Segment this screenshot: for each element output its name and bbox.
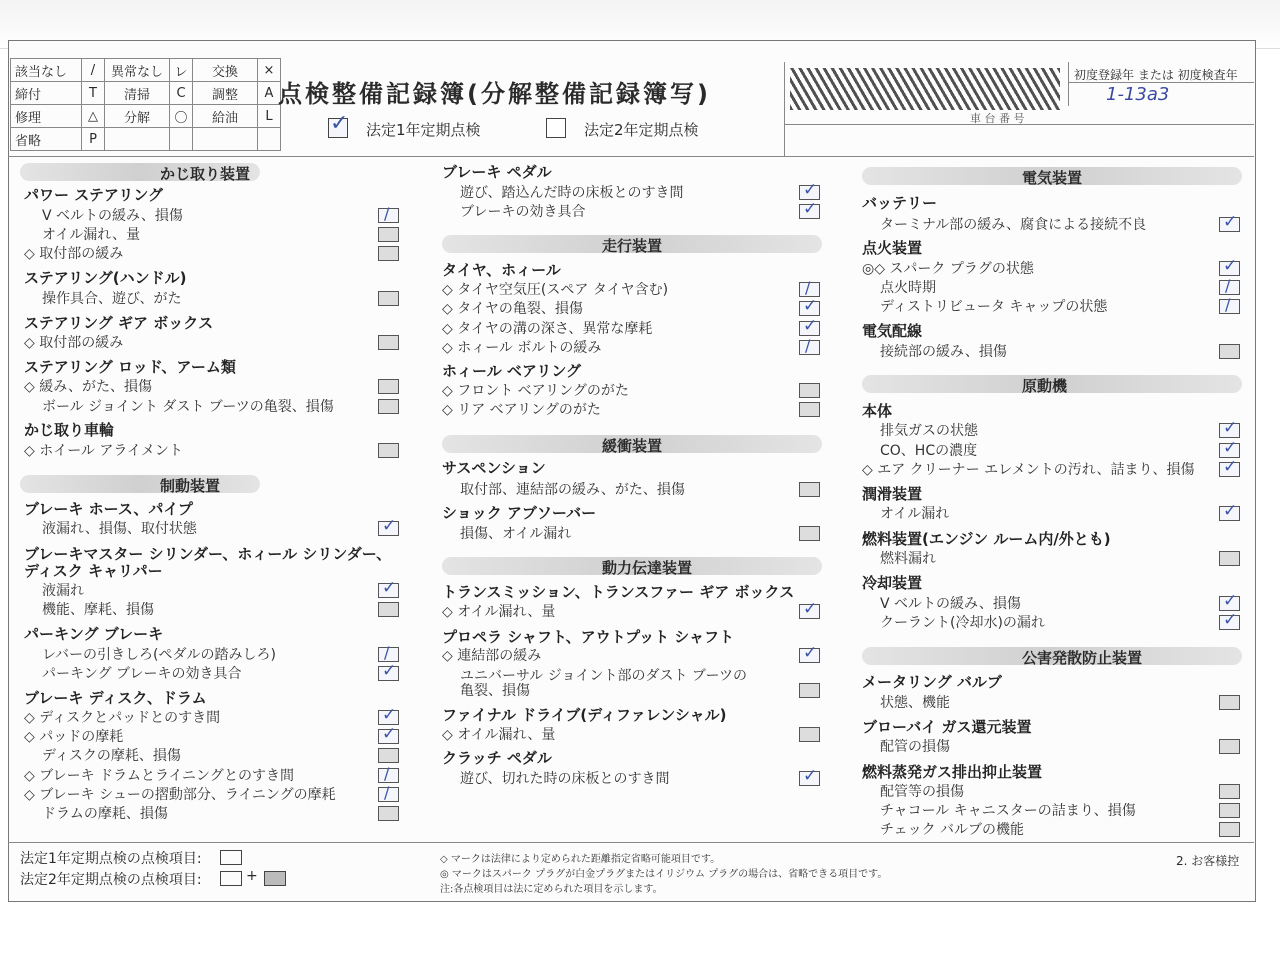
result-checkbox[interactable] [799, 340, 820, 355]
result-checkbox[interactable] [378, 768, 399, 783]
first-registration-label: 初度登録年 または 初度検査年 [1074, 68, 1238, 82]
legend-cell: 〇 [170, 105, 193, 128]
result-checkbox[interactable] [378, 647, 399, 662]
result-checkbox[interactable] [799, 482, 820, 497]
inspection-item: 液漏れ [42, 583, 84, 599]
result-checkbox[interactable] [1219, 280, 1240, 295]
legend-cell [170, 128, 193, 151]
inspection-item: 配管等の損傷 [880, 784, 964, 800]
result-checkbox[interactable] [1219, 423, 1240, 438]
legend-cell: レ [170, 59, 193, 82]
inspection-item: ◇ ブレーキ シューの摺動部分、ライニングの摩耗 [24, 787, 336, 803]
result-checkbox[interactable] [378, 806, 399, 821]
inspection-item: 排気ガスの状態 [880, 423, 978, 439]
note-double-circle: ◎ マークはスパーク プラグが白金プラグまたはイリジウム プラグの場合は、省略できる項目です。 [440, 869, 888, 880]
legend-cell: × [258, 59, 281, 82]
result-checkbox[interactable] [378, 710, 399, 725]
inspection-item: 取付部、連結部の緩み、がた、損傷 [460, 482, 685, 498]
result-checkbox[interactable] [799, 204, 820, 219]
inspection-item: オイル漏れ、量 [42, 227, 141, 243]
legend-cell [105, 128, 170, 151]
copy-label: 2. お客様控 [1176, 854, 1240, 868]
result-checkbox[interactable] [1219, 551, 1240, 566]
category-heading: トランスミッション、トランスファー ギア ボックス [442, 583, 795, 601]
legend-cell: 交換 [193, 59, 258, 82]
result-checkbox[interactable] [378, 729, 399, 744]
inspection-item: ドラムの摩耗、損傷 [42, 806, 168, 822]
result-checkbox[interactable] [378, 583, 399, 598]
biennial-legend-box-a [220, 871, 242, 886]
redacted-number-scribble [790, 68, 1060, 110]
result-checkbox[interactable] [1219, 261, 1240, 276]
biennial-legend-box-b [264, 871, 286, 886]
body-bottom-line [8, 842, 1254, 843]
result-checkbox[interactable] [799, 604, 820, 619]
category-heading: 冷却装置 [862, 574, 923, 592]
section-header [862, 167, 1242, 185]
result-checkbox[interactable] [1219, 299, 1240, 314]
inspection-item: ◇ 連結部の緩み [442, 648, 542, 664]
result-checkbox[interactable] [1219, 462, 1240, 477]
result-checkbox[interactable] [799, 648, 820, 663]
inspection-item: ◇ ホイール アライメント [24, 443, 183, 459]
section-title: 動力伝達装置 [602, 559, 693, 577]
biennial-legend-label: 法定2年定期点検の点検項目: [20, 872, 202, 888]
inspection-item: ターミナル部の緩み、腐食による接続不良 [880, 217, 1147, 233]
category-heading: 潤滑装置 [862, 485, 923, 503]
category-heading: ブレーキ ペダル [442, 163, 552, 181]
inspection-item: ◇ 取付部の緩み [24, 246, 124, 262]
result-checkbox[interactable] [378, 443, 399, 458]
section-title: 原動機 [1022, 377, 1068, 395]
section-header [862, 375, 1242, 393]
section-header [442, 235, 822, 253]
inspection-item: ◇ ブレーキ ドラムとライニングとのすき間 [24, 768, 294, 784]
legend-cell: 調整 [193, 82, 258, 105]
chassis-number-label: 車 台 番 号 [970, 112, 1025, 125]
result-checkbox[interactable] [378, 335, 399, 350]
result-checkbox[interactable] [1219, 596, 1240, 611]
result-checkbox[interactable] [378, 787, 399, 802]
reg-divider-v [1068, 62, 1069, 106]
inspection-item: 液漏れ、損傷、取付状態 [42, 521, 197, 537]
section-title: 走行装置 [602, 237, 663, 255]
result-checkbox[interactable] [378, 748, 399, 763]
inspection-item: 遊び、踏込んだ時の床板とのすき間 [460, 185, 684, 201]
legend-cell: C [170, 82, 193, 105]
result-checkbox[interactable] [378, 666, 399, 681]
legend-cell [193, 128, 258, 151]
legend-cell: 分解 [105, 105, 170, 128]
category-heading: かじ取り車輪 [24, 421, 115, 439]
result-checkbox[interactable] [799, 727, 820, 742]
legend-cell: L [258, 105, 281, 128]
legend-cell: P [82, 128, 105, 151]
inspection-item: 亀裂、損傷 [460, 683, 530, 699]
legend-cell: 締付 [11, 82, 82, 105]
legend-cell [258, 128, 281, 151]
inspection-item: ◇ オイル漏れ、量 [442, 604, 556, 620]
result-checkbox[interactable] [378, 521, 399, 536]
section-title: 公害発散防止装置 [1022, 649, 1143, 667]
category-heading: バッテリー [862, 194, 938, 212]
legend-cell: 給油 [193, 105, 258, 128]
result-checkbox[interactable] [799, 402, 820, 417]
category-heading: 燃料蒸発ガス排出抑止装置 [862, 763, 1043, 781]
category-heading: 本体 [862, 402, 893, 420]
legend-cell: 修理 [11, 105, 82, 128]
result-checkbox[interactable] [378, 291, 399, 306]
result-checkbox[interactable] [1219, 443, 1240, 458]
result-checkbox[interactable] [1219, 695, 1240, 710]
result-checkbox[interactable] [1219, 506, 1240, 521]
result-checkbox[interactable] [378, 246, 399, 261]
result-checkbox[interactable] [799, 771, 820, 786]
legend-cell: T [82, 82, 105, 105]
inspection-item: ユニバーサル ジョイント部のダスト ブーツの [460, 668, 747, 684]
result-checkbox[interactable] [378, 602, 399, 617]
note-diamond: ◇ マークは法律により定められた距離指定省略可能項目です。 [440, 854, 721, 865]
result-checkbox[interactable] [1219, 615, 1240, 630]
result-checkbox[interactable] [799, 321, 820, 336]
category-heading: ブレーキマスター シリンダー、ホィール シリンダー、 [24, 545, 392, 563]
inspection-item: 操作具合、遊び、がた [42, 291, 182, 307]
mark-legend [10, 58, 281, 151]
annual-legend-box [220, 850, 242, 865]
inspection-item: ◇ リア ベアリングのがた [442, 402, 601, 418]
category-heading: ショック アブソーバー [442, 504, 597, 522]
inspection-item: チャコール キャニスターの詰まり、損傷 [880, 803, 1136, 819]
category-heading: ブレーキ ホース、パイプ [24, 500, 193, 518]
inspection-item: ◇ タイヤ空気圧(スペア タイヤ含む) [442, 282, 669, 298]
inspection-item: ◇ オイル漏れ、量 [442, 727, 556, 743]
annual-inspection-checkbox[interactable]: ✓ [330, 111, 349, 136]
inspection-item: パーキング ブレーキの効き具合 [42, 666, 242, 682]
inspection-item: 機能、摩耗、損傷 [42, 602, 154, 618]
category-heading: パーキング ブレーキ [24, 625, 164, 643]
page-title: 点検整備記録簿(分解整備記録簿写) [278, 80, 711, 108]
result-checkbox[interactable] [799, 185, 820, 200]
inspection-item: ◇ タイヤの溝の深さ、異常な摩耗 [442, 321, 653, 337]
header-bottom-line [8, 156, 1254, 157]
result-checkbox[interactable] [378, 208, 399, 223]
category-heading: 電気配線 [862, 322, 923, 340]
inspection-item: ◇ 緩み、がた、損傷 [24, 379, 153, 395]
annual-legend-label: 法定1年定期点検の点検項目: [20, 851, 202, 867]
annual-inspection-label: 法定1年定期点検 [366, 121, 481, 139]
section-title: 緩衝装置 [602, 437, 663, 455]
legend-cell: / [82, 59, 105, 82]
inspection-item: オイル漏れ [880, 506, 950, 522]
category-heading: ファイナル ドライブ(ディファレンシャル) [442, 706, 727, 724]
inspection-item: ◇ ディスクとパッドとのすき間 [24, 710, 221, 726]
inspection-item: ブレーキの効き具合 [460, 204, 586, 220]
category-heading: ステアリング ギア ボックス [24, 314, 214, 332]
inspection-item: ディスクの摩耗、損傷 [42, 748, 181, 764]
inspection-item: 接続部の緩み、損傷 [880, 344, 1007, 360]
result-checkbox[interactable] [1219, 822, 1240, 837]
result-checkbox[interactable] [799, 282, 820, 297]
category-heading: クラッチ ペダル [442, 749, 552, 767]
section-header [20, 475, 260, 493]
legend-cell: A [258, 82, 281, 105]
legend-cell: 該当なし [11, 59, 82, 82]
result-checkbox[interactable] [1219, 344, 1240, 359]
inspection-item: 配管の損傷 [880, 739, 950, 755]
section-header [20, 163, 260, 181]
legend-cell: 異常なし [105, 59, 170, 82]
legend-plus: + [246, 868, 258, 884]
section-title: かじ取り装置 [160, 165, 251, 183]
category-heading: プロペラ シャフト、アウトプット シャフト [442, 628, 734, 646]
inspection-item: 点火時期 [880, 280, 936, 296]
biennial-inspection-label: 法定2年定期点検 [584, 121, 699, 139]
section-header [862, 647, 1242, 665]
inspection-item: 燃料漏れ [880, 551, 936, 567]
category-heading: パワー ステアリング [24, 186, 164, 204]
inspection-item: ディストリビュータ キャップの状態 [880, 299, 1108, 315]
inspection-item: V ベルトの緩み、損傷 [880, 596, 1021, 612]
result-checkbox[interactable] [378, 227, 399, 242]
inspection-item: CO、HCの濃度 [880, 443, 978, 459]
inspection-item: クーラント(冷却水)の漏れ [880, 615, 1045, 631]
inspection-item: 損傷、オイル漏れ [460, 526, 572, 542]
section-title: 制動装置 [160, 477, 221, 495]
category-heading: 点火装置 [862, 239, 923, 257]
legend-cell: 清掃 [105, 82, 170, 105]
section-title: 電気装置 [1022, 169, 1083, 187]
inspection-item: ◇ ホィール ボルトの緩み [442, 340, 602, 356]
legend-cell: 省略 [11, 128, 82, 151]
result-checkbox[interactable] [799, 301, 820, 316]
category-heading: タイヤ、ホィール [442, 261, 561, 279]
first-registration-value: 1-13a3 [1106, 84, 1170, 105]
result-checkbox[interactable] [1219, 803, 1240, 818]
legend-cell: △ [82, 105, 105, 128]
category-heading: 燃料装置(エンジン ルーム内/外とも) [862, 530, 1111, 548]
result-checkbox[interactable] [1219, 217, 1240, 232]
category-heading: サスペンション [442, 459, 546, 477]
inspection-item: ◎◇ スパーク プラグの状態 [862, 261, 1034, 277]
inspection-item: 遊び、切れた時の床板とのすき間 [460, 771, 670, 787]
inspection-item: ◇ タイヤの亀裂、損傷 [442, 301, 583, 317]
section-header [442, 557, 822, 575]
inspection-item: ◇ パッドの摩耗 [24, 729, 124, 745]
inspection-item: レバーの引きしろ(ペダルの踏みしろ) [42, 647, 276, 663]
inspection-item: ◇ フロント ベアリングのがた [442, 383, 629, 399]
result-checkbox[interactable] [799, 683, 820, 698]
category-heading: ブローバイ ガス還元装置 [862, 718, 1032, 736]
biennial-inspection-checkbox[interactable] [546, 118, 566, 138]
inspection-item: チェック バルブの機能 [880, 822, 1025, 838]
category-heading: ブレーキ ディスク、ドラム [24, 689, 207, 707]
result-checkbox[interactable] [799, 526, 820, 541]
result-checkbox[interactable] [378, 379, 399, 394]
inspection-item: 状態、機能 [880, 695, 950, 711]
section-header [442, 435, 822, 453]
inspection-item: ボール ジョイント ダスト ブーツの亀裂、損傷 [42, 399, 334, 415]
category-heading: メータリング バルブ [862, 673, 1002, 691]
category-heading: ホィール ベアリング [442, 362, 582, 380]
category-heading: ディスク キャリパー [24, 562, 163, 580]
result-checkbox[interactable] [1219, 784, 1240, 799]
inspection-item: V ベルトの緩み、損傷 [42, 208, 183, 224]
inspection-item: ◇ 取付部の緩み [24, 335, 124, 351]
category-heading: ステアリング ロッド、アーム類 [24, 358, 236, 376]
result-checkbox[interactable] [1219, 739, 1240, 754]
result-checkbox[interactable] [378, 399, 399, 414]
result-checkbox[interactable] [799, 383, 820, 398]
note-general: 注:各点検項目は法に定められた項目を示します。 [440, 884, 663, 895]
category-heading: ステアリング(ハンドル) [24, 269, 187, 287]
inspection-item: ◇ エア クリーナー エレメントの汚れ、詰まり、損傷 [862, 462, 1195, 478]
